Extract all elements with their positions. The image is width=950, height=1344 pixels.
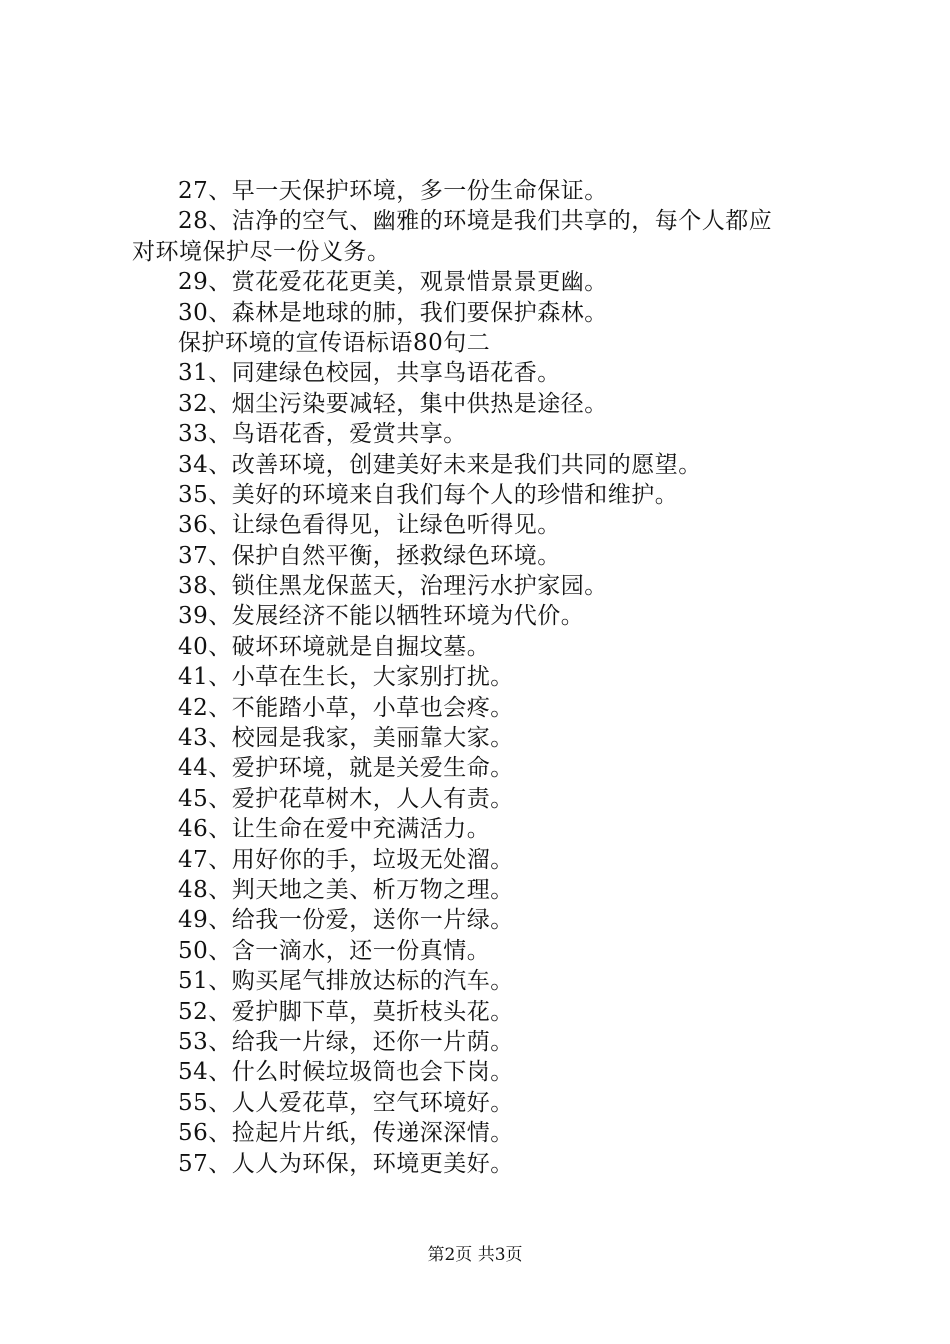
slogan-line-37: 37、保护自然平衡，拯救绿色环境。	[178, 542, 561, 569]
slogan-line-34: 34、改善环境，创建美好未来是我们共同的愿望。	[178, 451, 702, 478]
section-heading: 保护环境的宣传语标语80句二	[178, 329, 491, 356]
slogan-line-53: 53、给我一片绿，还你一片荫。	[178, 1028, 514, 1055]
slogan-line-50: 50、含一滴水，还一份真情。	[178, 937, 491, 964]
slogan-line-29: 29、赏花爱花花更美，观景惜景景更幽。	[178, 269, 608, 296]
slogan-line-36: 36、让绿色看得见，让绿色听得见。	[178, 512, 561, 539]
slogan-line-57: 57、人人为环保，环境更美好。	[178, 1150, 514, 1177]
page-number-footer: 第2页 共3页	[427, 1245, 523, 1265]
document-body	[132, 176, 832, 1179]
slogan-line-51: 51、购买尾气排放达标的汽车。	[178, 968, 514, 995]
slogan-line-52: 52、爱护脚下草，莫折枝头花。	[178, 998, 514, 1025]
slogan-line-44: 44、爱护环境，就是关爱生命。	[178, 755, 514, 782]
slogan-line-38: 38、锁住黑龙保蓝天，治理污水护家园。	[178, 573, 608, 600]
slogan-line-48: 48、判天地之美、析万物之理。	[178, 876, 514, 903]
slogan-line-45: 45、爱护花草树木，人人有责。	[178, 785, 514, 812]
slogan-line-43: 43、校园是我家，美丽靠大家。	[178, 725, 514, 752]
slogan-line-30: 30、森林是地球的肺，我们要保护森林。	[178, 299, 608, 326]
slogan-line-40: 40、破坏环境就是自掘坟墓。	[178, 633, 491, 660]
slogan-line-55: 55、人人爱花草，空气环境好。	[178, 1089, 514, 1116]
slogan-line-46: 46、让生命在爱中充满活力。	[178, 816, 491, 843]
slogan-line-49: 49、给我一份爱，送你一片绿。	[178, 907, 514, 934]
slogan-line-28: 28、洁净的空气、幽雅的环境是我们共享的，每个人都应	[178, 208, 773, 235]
slogan-line-32: 32、烟尘污染要减轻，集中供热是途径。	[178, 390, 608, 417]
slogan-line-35: 35、美好的环境来自我们每个人的珍惜和维护。	[178, 481, 679, 508]
slogan-line-33: 33、鸟语花香，爱赏共享。	[178, 421, 467, 448]
slogan-line-42: 42、不能踏小草，小草也会疼。	[178, 694, 514, 721]
slogan-line-54: 54、什么时候垃圾筒也会下岗。	[178, 1059, 514, 1086]
slogan-line-28-continued: 对环境保护尽一份义务。	[132, 238, 391, 265]
slogan-line-41: 41、小草在生长，大家别打扰。	[178, 664, 514, 691]
slogan-line-47: 47、用好你的手，垃圾无处溜。	[178, 846, 514, 873]
slogan-line-27: 27、早一天保护环境，多一份生命保证。	[178, 178, 608, 204]
slogan-line-39: 39、发展经济不能以牺牲环境为代价。	[178, 603, 585, 630]
slogan-line-31: 31、同建绿色校园，共享鸟语花香。	[178, 360, 561, 387]
slogan-line-56: 56、捡起片片纸，传递深深情。	[178, 1120, 514, 1147]
